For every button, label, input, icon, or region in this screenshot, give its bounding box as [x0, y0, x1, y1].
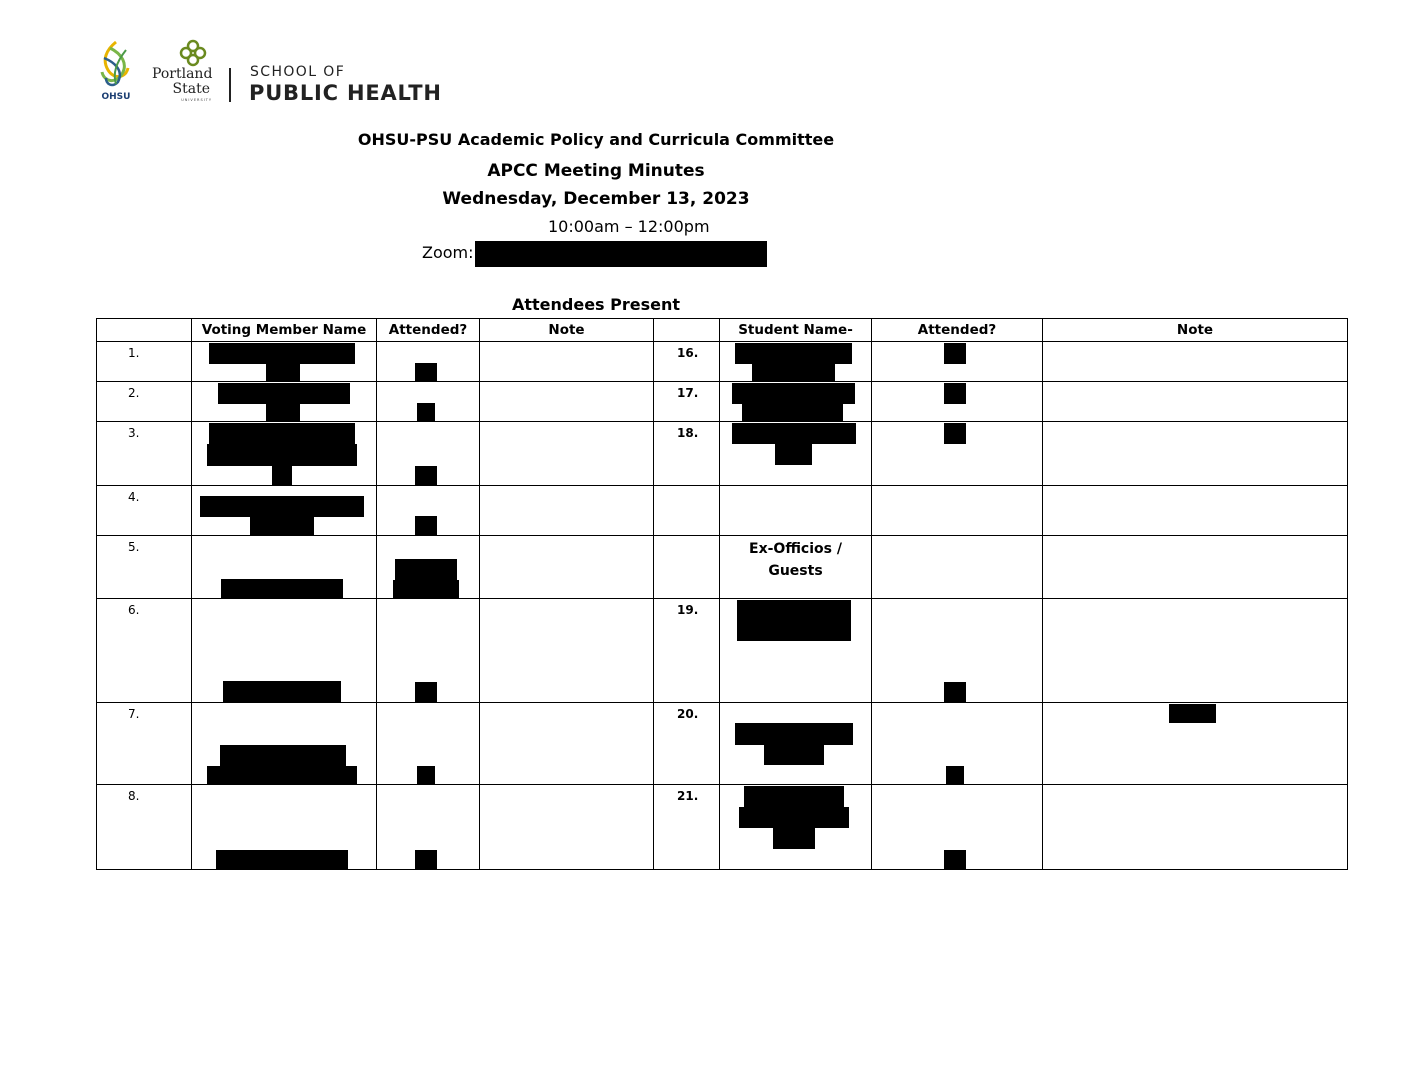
column-header: [97, 319, 192, 342]
logo-divider: [229, 68, 231, 102]
student-name-cell: [720, 703, 872, 785]
row-number: 7.: [97, 703, 192, 785]
redaction: [764, 745, 824, 765]
ohsu-logo-text: OHSU: [101, 92, 131, 102]
note-cell: [1043, 422, 1348, 486]
redaction: [417, 403, 435, 422]
redaction: [272, 466, 292, 486]
note-cell: [480, 422, 654, 486]
redaction: [944, 850, 966, 870]
attended-cell: [377, 599, 480, 703]
note-cell: [480, 536, 654, 599]
redaction: [737, 621, 851, 641]
redaction: [737, 600, 851, 621]
student-name-cell: [720, 382, 872, 422]
table-row: [97, 486, 1348, 536]
note-cell: [480, 599, 654, 703]
attended-cell: [377, 422, 480, 486]
row-number: 5.: [97, 536, 192, 599]
column-header-voting-member-name: Voting Member Name: [192, 319, 377, 342]
attended-cell: [377, 382, 480, 422]
voting-member-name-cell: [192, 703, 377, 785]
attendance-table: [96, 318, 1348, 870]
attended-cell: [872, 536, 1043, 599]
note-cell: [480, 486, 654, 536]
student-name-cell: [720, 342, 872, 382]
redaction: [752, 364, 835, 382]
school-name-line2: PUBLIC HEALTH: [249, 81, 442, 105]
row-number: 16.: [654, 342, 720, 382]
note-cell: [1043, 342, 1348, 382]
note-cell: [1043, 703, 1348, 785]
note-cell: [1043, 486, 1348, 536]
voting-member-name-cell: [192, 342, 377, 382]
row-number: 17.: [654, 382, 720, 422]
redaction: [735, 343, 852, 364]
redaction: [946, 766, 964, 785]
voting-member-name-cell: [192, 536, 377, 599]
column-header-note: Note: [1043, 319, 1348, 342]
document-title: APCC Meeting Minutes: [487, 161, 705, 181]
column-header: [654, 319, 720, 342]
attended-cell: [377, 703, 480, 785]
redaction: [415, 682, 437, 703]
ex-officio-heading: Ex-Officios / Guests: [720, 536, 872, 599]
table-row: [97, 599, 1348, 703]
row-number: 2.: [97, 382, 192, 422]
row-number: 20.: [654, 703, 720, 785]
redaction: [732, 383, 855, 404]
attended-cell: [377, 342, 480, 382]
note-cell: [1043, 785, 1348, 870]
student-name-cell: [720, 599, 872, 703]
redaction: [1169, 704, 1216, 723]
voting-member-name-cell: [192, 382, 377, 422]
redaction: [207, 766, 357, 785]
committee-name: OHSU-PSU Academic Policy and Curricula Committee: [357, 130, 835, 149]
attended-cell: [872, 342, 1043, 382]
header-logos: [96, 38, 456, 104]
column-header-student-name: Student Name-: [720, 319, 872, 342]
row-number: 8.: [97, 785, 192, 870]
redaction: [944, 682, 966, 703]
attended-cell: [377, 536, 480, 599]
attended-cell: [872, 382, 1043, 422]
note-cell: [1043, 599, 1348, 703]
psu-logo-subtext: UNIVERSITY: [181, 98, 212, 102]
table-row: [97, 382, 1348, 422]
table-row: [97, 342, 1348, 382]
redaction: [209, 423, 355, 444]
redaction: [395, 559, 457, 580]
table-row: [97, 703, 1348, 785]
redaction: [200, 496, 364, 517]
attended-cell: [872, 785, 1043, 870]
zoom-link-redaction: [475, 241, 767, 267]
redaction: [415, 466, 437, 486]
student-name-cell: [720, 785, 872, 870]
redaction: [220, 745, 346, 767]
note-cell: [1043, 382, 1348, 422]
redaction: [415, 516, 437, 536]
redaction: [775, 444, 812, 465]
redaction: [735, 723, 853, 745]
redaction: [739, 807, 849, 828]
redaction: [944, 423, 966, 444]
table-row: [97, 536, 1348, 599]
redaction: [417, 766, 435, 785]
column-header-attended: Attended?: [872, 319, 1043, 342]
voting-member-name-cell: [192, 599, 377, 703]
attended-cell: [377, 486, 480, 536]
redaction: [216, 850, 348, 870]
psu-logo-icon: [178, 38, 208, 68]
redaction: [744, 786, 844, 807]
row-number: 3.: [97, 422, 192, 486]
psu-logo-text: [152, 66, 213, 97]
voting-member-name-cell: [192, 486, 377, 536]
redaction: [732, 423, 856, 444]
redaction: [393, 580, 459, 599]
redaction: [207, 444, 357, 466]
table-row: [97, 422, 1348, 486]
redaction: [944, 383, 966, 404]
attended-cell: [872, 422, 1043, 486]
school-name-line1: SCHOOL OF: [250, 64, 346, 80]
note-cell: [480, 785, 654, 870]
column-header-note: Note: [480, 319, 654, 342]
psu-logo-line2: State: [172, 81, 210, 97]
redaction: [944, 343, 966, 364]
voting-member-name-cell: [192, 785, 377, 870]
student-name-cell: [720, 422, 872, 486]
note-cell: [480, 342, 654, 382]
note-cell: [1043, 536, 1348, 599]
row-number: 19.: [654, 599, 720, 703]
meeting-time: 10:00am – 12:00pm: [548, 217, 710, 236]
redaction: [266, 404, 300, 422]
redaction: [773, 828, 815, 849]
row-number: [654, 486, 720, 536]
redaction: [415, 363, 437, 382]
redaction: [250, 517, 314, 536]
row-number: 21.: [654, 785, 720, 870]
row-number: 6.: [97, 599, 192, 703]
row-number: 4.: [97, 486, 192, 536]
row-number: 18.: [654, 422, 720, 486]
note-cell: [480, 703, 654, 785]
redaction: [266, 364, 300, 382]
redaction: [221, 579, 343, 599]
table-header-row: [97, 319, 1348, 342]
attended-cell: [872, 703, 1043, 785]
redaction: [415, 850, 437, 870]
table-row: [97, 785, 1348, 870]
attended-cell: [872, 486, 1043, 536]
redaction: [223, 681, 341, 703]
zoom-label: Zoom:: [422, 243, 474, 262]
meeting-date: Wednesday, December 13, 2023: [442, 189, 750, 209]
student-name-cell: [720, 486, 872, 536]
redaction: [742, 404, 843, 422]
attended-cell: [377, 785, 480, 870]
redaction: [209, 343, 355, 364]
column-header-attended: Attended?: [377, 319, 480, 342]
attended-cell: [872, 599, 1043, 703]
redaction: [218, 383, 350, 404]
row-number: [654, 536, 720, 599]
psu-logo-line1: Portland: [152, 66, 213, 82]
attendees-heading: Attendees Present: [511, 295, 681, 314]
row-number: 1.: [97, 342, 192, 382]
note-cell: [480, 382, 654, 422]
voting-member-name-cell: [192, 422, 377, 486]
